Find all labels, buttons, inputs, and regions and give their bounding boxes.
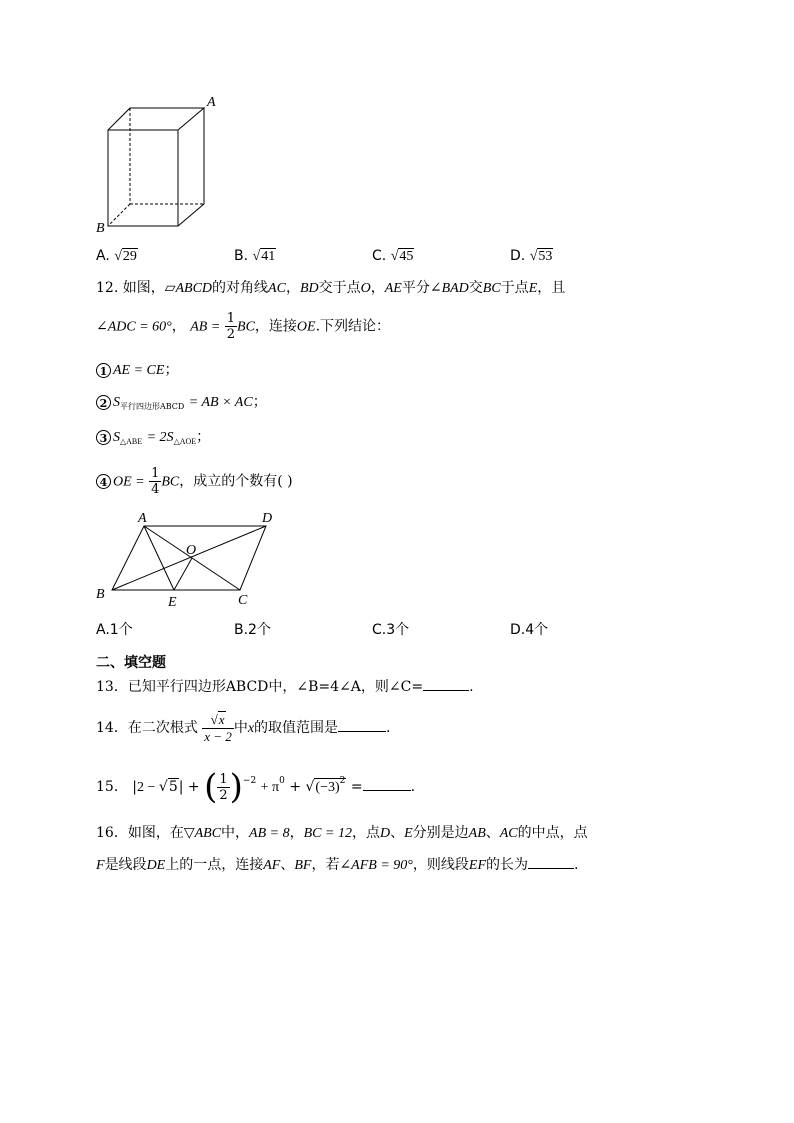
q16-line1: 16．如图，在▽ABC中，AB = 8，BC = 12，点D、E分别是边AB、AC的中点，点 — [96, 825, 588, 841]
answer-blank[interactable] — [423, 678, 469, 691]
q11-option-d[interactable]: D. √53 — [510, 248, 553, 264]
answer-blank[interactable] — [363, 778, 411, 791]
q11-option-a[interactable]: A. √29 — [96, 248, 137, 264]
q11-option-b[interactable]: B. √41 — [234, 248, 276, 264]
circled-number-1: 1 — [96, 363, 111, 378]
q12-conclusion-2: 2 $S_{平行四边形ABCD}$ = AB × AC； — [96, 393, 267, 416]
q12-conclusion-1: 1 AE = CE； — [96, 361, 178, 380]
q13: 13．已知平行四边形ABCD中，∠B=4∠A，则∠C= . — [96, 679, 474, 695]
answer-blank[interactable] — [528, 856, 574, 869]
prism-hidden-edges — [108, 108, 204, 226]
q12-stem-line1: 12. 如图，▱ABCD的对角线AC，BD交于点O，AE平分∠BAD交BC于点E，且 — [96, 280, 566, 296]
prism-label-b: B — [96, 221, 105, 236]
q11-option-c[interactable]: C. √45 — [372, 248, 414, 264]
prism-top-face — [108, 108, 204, 130]
circled-number-3: 3 — [96, 430, 111, 445]
fraction-one-quarter: $\frac{1}{4}$ — [151, 466, 160, 497]
q15: 15． |2 − √5| + ( $\frac{1}{2}$ )$^{-2} + \pi^0 + √(-3)^2$ = . — [96, 767, 416, 807]
section-title: 二、填空题 — [96, 655, 166, 671]
prism-figure — [92, 92, 222, 236]
label-b: B — [96, 587, 105, 602]
q12-option-b[interactable]: B.2个 — [234, 622, 271, 638]
diagonal-bd — [112, 526, 266, 590]
prism-front-face — [108, 130, 178, 226]
q12-option-c[interactable]: C.3个 — [372, 622, 410, 638]
q16-line2: F是线段DE上的一点，连接AF、BF，若∠AFB = 90°，则线段EF的长为 . — [96, 857, 579, 873]
circled-number-4: 4 — [96, 474, 111, 489]
q12-stem-line2: ∠ADC = 60°， AB = $\frac{1}{2}$ BC，连接OE.下列结论： — [96, 311, 391, 342]
q12-option-d[interactable]: D.4个 — [510, 622, 549, 638]
prism-right-face — [178, 108, 204, 226]
circled-number-2: 2 — [96, 395, 111, 410]
fraction-one-half-q15: $\frac{1}{2}$ — [219, 771, 228, 803]
answer-blank[interactable] — [338, 719, 386, 732]
prism-label-a: A — [207, 95, 216, 110]
q12-option-a[interactable]: A.1个 — [96, 622, 133, 638]
label-c: C — [238, 593, 248, 608]
label-d: D — [262, 511, 273, 526]
fraction-one-half: $\frac{1}{2}$ — [226, 311, 236, 342]
q12-conclusion-3: 3 $S_{\triangle ABE} = 2S_{\triangle AOE}$； — [96, 428, 210, 451]
fraction-sqrtx-over-x-minus-2: $\frac{√x}{x - 2}$ — [204, 712, 232, 744]
label-o: O — [186, 543, 197, 558]
q14: 14．在二次根式 $\frac{√x}{x - 2}$ 中x的取值范围是 . — [96, 712, 391, 744]
parallelogram-figure — [92, 508, 292, 613]
label-a: A — [138, 511, 147, 526]
q12-conclusion-4: 4 OE = $\frac{1}{4}$ BC，成立的个数有( ) — [96, 466, 293, 497]
label-e: E — [168, 595, 177, 610]
